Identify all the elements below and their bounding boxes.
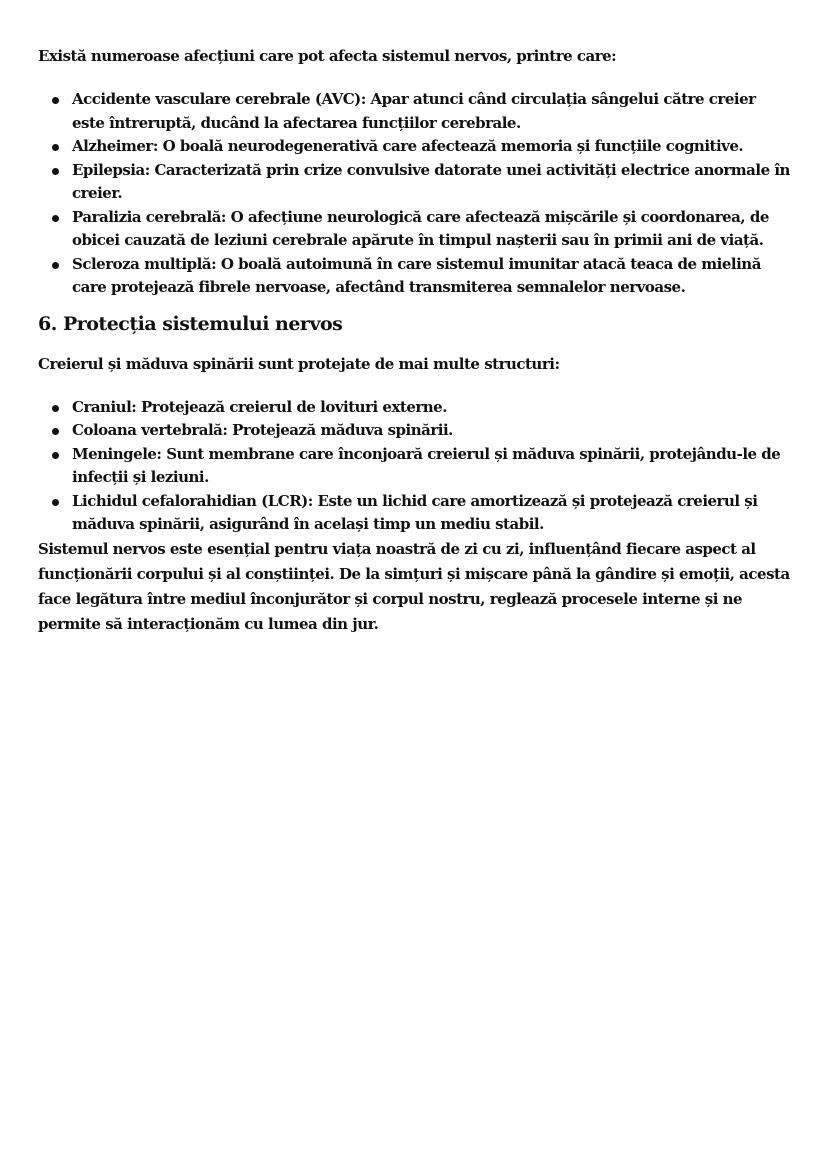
section-heading: 6. Protecția sistemului nervos <box>38 312 343 335</box>
list-item <box>72 490 790 537</box>
list-item-text: Accidente vasculare cerebrale (AVC): Apar atunci când circulația sângelui către creier este întreruptă, ducând la afectarea funcțiilor cerebrale. <box>72 90 756 132</box>
list-item-text: Lichidul cefalorahidian (LCR): Este un lichid care amortizează și protejează creierul și măduva spinării, asigurând în același timp un mediu stabil. <box>72 491 758 533</box>
list-item <box>72 88 790 135</box>
list-item <box>72 253 790 300</box>
list-item-text: Epilepsia: Caracterizată prin crize convulsive datorate unei activități electrice anormale în creier. <box>72 160 790 202</box>
list-item <box>72 206 790 253</box>
list-item-text: Alzheimer: O boală neurodegenerativă care afectează memoria și funcțiile cognitive. <box>72 137 744 155</box>
bullet-icon <box>52 144 59 151</box>
document-page <box>38 44 790 637</box>
bullet-icon <box>52 428 59 435</box>
bullet-icon <box>52 215 59 222</box>
list-item <box>72 443 790 490</box>
bullet-icon <box>52 168 59 175</box>
conditions-intro: Există numeroase afecțiuni care pot afecta sistemul nervos, printre care: <box>38 47 617 65</box>
list-item-text: Meningele: Sunt membrane care înconjoară creierul și măduva spinării, protejându-le de infecții și leziuni. <box>72 444 781 486</box>
bullet-icon <box>52 405 59 412</box>
conditions-list <box>38 88 790 300</box>
closing-paragraph: Sistemul nervos este esențial pentru viața noastră de zi cu zi, influențând fiecare aspect al funcționării corpului și al conștiinței. De la simțuri și mișcare până la gândire și emoții, acesta face legătura între mediul înconjurător și corpul nostru, reglează procesele interne și ne permite să interacționăm cu lumea din jur. <box>38 539 790 633</box>
bullet-icon <box>52 452 59 459</box>
bullet-icon <box>52 499 59 506</box>
list-item-text: Paralizia cerebrală: O afecțiune neurologică care afectează mișcările și coordonarea, de obicei cauzată de leziuni cerebrale apărute în timpul nașterii sau în primii ani de viață. <box>72 207 769 249</box>
list-item <box>72 396 790 420</box>
list-item <box>72 419 790 443</box>
list-item <box>72 159 790 206</box>
list-item-text: Scleroza multiplă: O boală autoimună în care sistemul imunitar atacă teaca de mielină care protejează fibrele nervoase, afectând transmiterea semnalelor nervoase. <box>72 254 761 296</box>
structures-list <box>38 396 790 537</box>
protection-intro: Creierul și măduva spinării sunt protejate de mai multe structuri: <box>38 354 560 373</box>
bullet-icon <box>52 97 59 104</box>
list-item <box>72 135 790 159</box>
list-item-text: Craniul: Protejează creierul de lovituri externe. <box>72 397 447 416</box>
list-item-text: Coloana vertebrală: Protejează măduva spinării. <box>72 421 453 439</box>
bullet-icon <box>52 262 59 269</box>
